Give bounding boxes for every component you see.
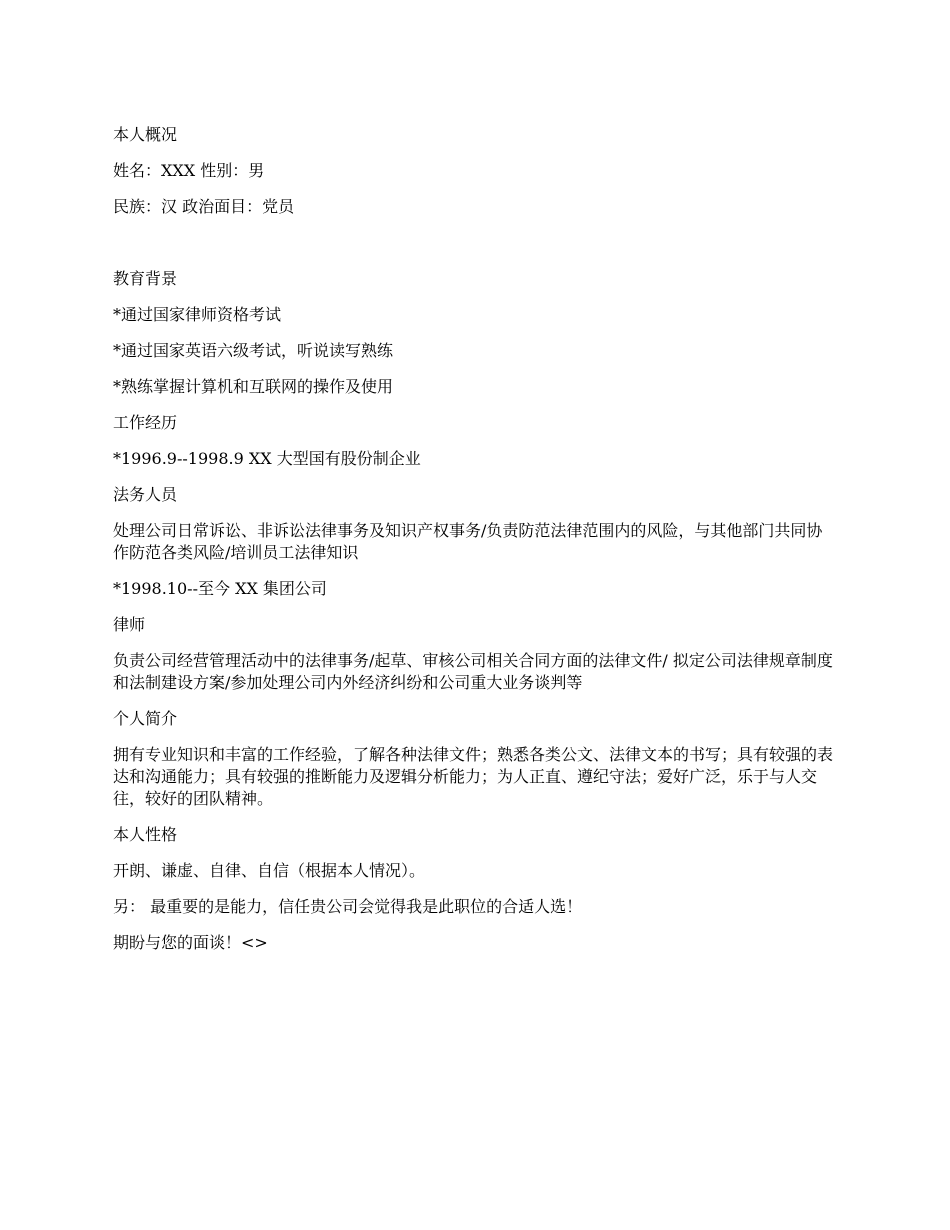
name-gender-line: 姓名：XXX 性别：男 (113, 161, 265, 180)
education-item-english-cet6: *通过国家英语六级考试，听说读写熟练 (113, 341, 394, 360)
work-entry-1-title: 法务人员 (113, 485, 178, 504)
education-item-computer-skills: *熟练掌握计算机和互联网的操作及使用 (113, 377, 394, 396)
section-heading-personality: 本人性格 (113, 825, 178, 844)
personality-text: 开朗、谦虚、自律、自信（根据本人情况）。 (113, 861, 426, 880)
education-item-lawyer-exam: *通过国家律师资格考试 (113, 305, 282, 324)
blank-line (113, 232, 835, 268)
work-entry-1-period: *1996.9--1998.9 XX 大型国有股份制企业 (113, 449, 421, 468)
closing-interview-wish: 期盼与您的面谈！<> (113, 933, 268, 952)
work-entry-2-period: *1998.10--至今 XX 集团公司 (113, 579, 327, 598)
introduction-text: 拥有专业知识和丰富的工作经验，了解各种法律文件；熟悉各类公文、法律文本的书写；具有较强的表达和沟通能力；具有较强的推断能力及逻辑分析能力；为人正直、遵纪守法；爱好广泛，乐于与人交往，较好的团队精神。 (113, 745, 834, 808)
ethnicity-politics-line: 民族：汉 政治面目：党员 (113, 197, 295, 216)
work-entry-2-title: 律师 (113, 615, 146, 634)
section-heading-profile: 本人概况 (113, 125, 178, 144)
work-entry-2-description: 负责公司经营管理活动中的法律事务/起草、审核公司相关合同方面的法律文件/ 拟定公司法律规章制度和法制建设方案/参加处理公司内外经济纠纷和公司重大业务谈判等 (113, 651, 833, 692)
work-entry-1-description: 处理公司日常诉讼、非诉讼法律事务及知识产权事务/负责防范法律范围内的风险，与其他部门共同协作防范各类风险/培训员工法律知识 (113, 521, 823, 562)
section-heading-education: 教育背景 (113, 269, 178, 288)
closing-note: 另： 最重要的是能力，信任贵公司会觉得我是此职位的合适人选！ (113, 897, 583, 916)
document-page (113, 124, 835, 968)
section-heading-introduction: 个人简介 (113, 709, 178, 728)
section-heading-work-experience: 工作经历 (113, 413, 178, 432)
